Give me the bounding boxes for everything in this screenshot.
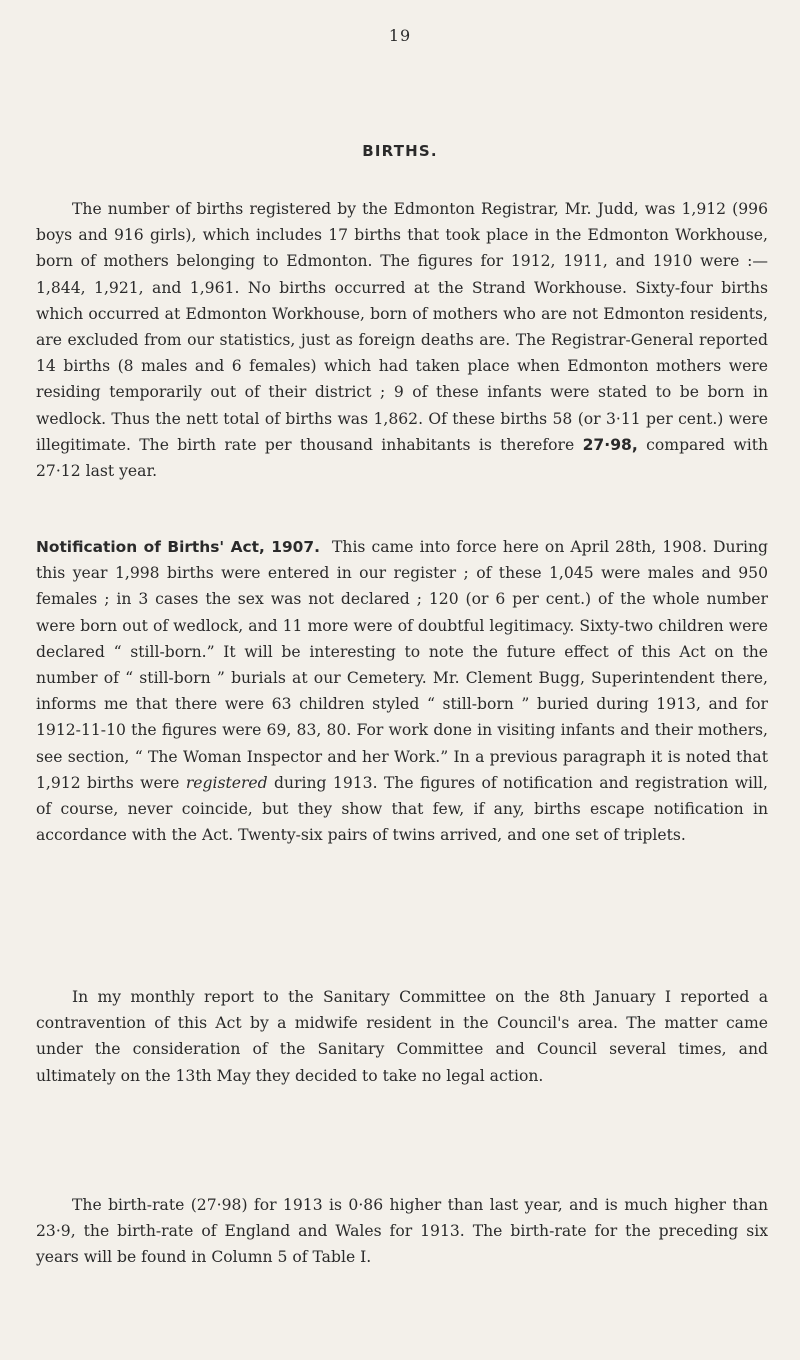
notification-text-end: during 1913. The figures of notification and registration will, of course, never coincide, but they show that few, if any, births escape notification in accordance with the Act. Twenty-six pairs of twins arrived, and one set of triplets. bbox=[36, 773, 768, 845]
contravention-paragraph: In my monthly report to the Sanitary Committee on the 8th January I reported a contravention of this Act by a midwife resident in the Council's area. The matter came under the consideration of the Sanitary Committee and Council several times, and ultimately on the 13th May they decided to take no legal action. bbox=[36, 988, 768, 1085]
notification-paragraph bbox=[36, 534, 768, 848]
birth-rate-paragraph: The birth-rate (27·98) for 1913 is 0·86 higher than last year, and is much higher than 23·9, the birth-rate of England and Wales for 1913. The birth-rate for the preceding six years will be found in Column 5 of Table I. bbox=[36, 1196, 768, 1267]
page-number: 19 bbox=[388, 26, 412, 45]
birth-rate-value: 27·98, bbox=[582, 435, 638, 454]
births-paragraph bbox=[36, 196, 768, 484]
section-heading: BIRTHS. bbox=[362, 142, 438, 160]
notification-text: This came into force here on April 28th, 1908. During this year 1,998 births were entered in our register ; of these 1,045 were males and 950 females ; in 3 cases the sex was not declared ; 120 (or 6 per cent.) of the whole number were born out of wedlock, and 11 more were of doubtful legitimacy. Sixty-two children were declared “ still-born.” It will be interesting to note the future effect of this Act on the number of “ still-born ” burials at our Cemetery. Mr. Clement Bugg, Superintendent there, informs me that there were 63 children styled “ still-born ” buried during 1913, and for 1912-11-10 the figures were 69, 83, 80. For work done in visiting infants and their mothers, see section, “ The Woman Inspector and her Work.” In a previous paragraph it is noted that 1,912 births were bbox=[36, 538, 768, 792]
notification-subheading: Notification of Births' Act, 1907. bbox=[36, 538, 320, 556]
registered-emphasis: registered bbox=[185, 773, 268, 792]
births-text-end: compared with 27·12 last year. bbox=[36, 435, 768, 481]
births-text: The number of births registered by the Edmonton Registrar, Mr. Judd, was 1,912 (996 boys and 916 girls), which includes 17 births that took place in the Edmonton Workhouse, born of mothers belonging to Edmonton. The figures for 1912, 1911, and 1910 were :—1,844, 1,921, and 1,961. No births occurred at the Strand Workhouse. Sixty-four births which occurred at Edmonton Workhouse, born of mothers who are not Edmonton residents, are excluded from our statistics, just as foreign deaths are. The Registrar-General reported 14 births (8 males and 6 females) which had taken place when Edmonton mothers were residing temporarily out of their district ; 9 of these infants were stated to be born in wedlock. Thus the nett total of births was 1,862. Of these births 58 (or 3·11 per cent.) were illegitimate. The birth rate per thousand inhabitants is therefore bbox=[36, 200, 768, 454]
